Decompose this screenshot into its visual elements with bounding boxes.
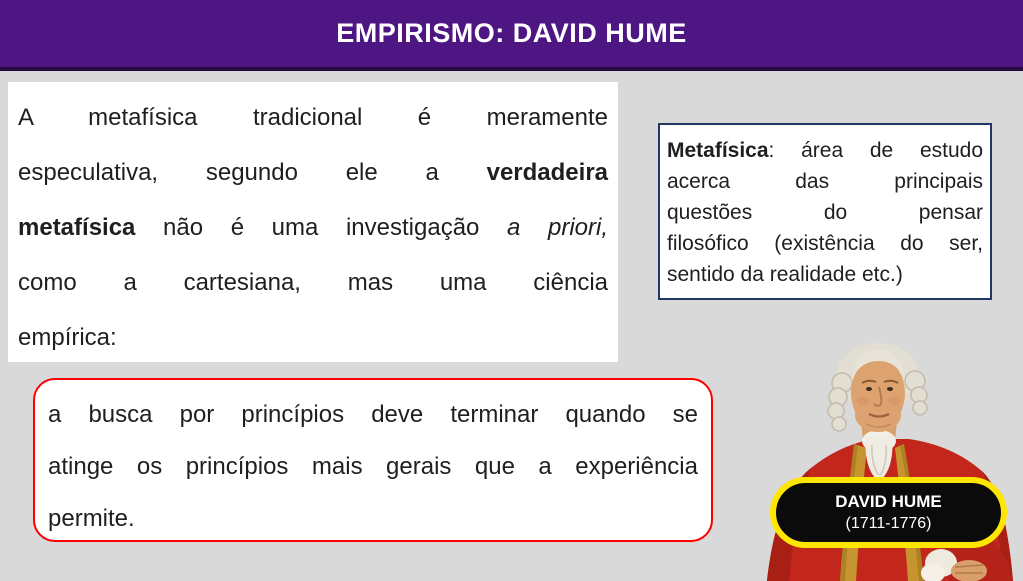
metafisica-definition-box [658,123,992,300]
text-line [667,166,983,197]
text-segment: como a cartesiana, mas uma ciência [18,269,608,296]
text-segment: não é uma investigação [135,214,508,241]
text-segment: sentido da realidade etc.) [667,263,903,286]
text-line [18,200,608,255]
page-title: EMPIRISMO: DAVID HUME [336,18,687,48]
text-segment: : área de estudo [768,139,983,162]
pill-name-label: DAVID HUME [835,492,942,511]
text-segment: especulativa, segundo ele a [18,159,487,186]
bold-text: verdadeira [486,159,608,186]
main-paragraph-block [8,82,618,362]
text-line [667,197,983,228]
name-pill [770,477,1007,548]
text-segment: filosófico (existência do ser, [667,232,983,255]
header-bar [0,0,1023,71]
text-line [48,389,698,441]
bold-text: metafísica [18,214,136,241]
text-segment: permite. [48,505,135,532]
text-segment: atinge os princípios mais gerais que a experiência [48,453,698,480]
pill-years-label: (1711-1776) [845,515,932,532]
text-line [667,228,983,259]
quote-box [33,378,713,542]
text-segment: A metafísica tradicional é meramente [18,104,608,131]
text-segment: acerca das principais [667,170,983,193]
text-line [18,310,608,362]
bold-text: Metafísica [667,139,769,162]
text-line [48,493,698,542]
text-segment: a busca por princípios deve terminar quando se [48,401,698,428]
text-line [667,259,983,290]
text-line [667,135,983,166]
text-line [18,255,608,310]
text-segment: questões do pensar [667,201,983,224]
text-line [18,90,608,145]
text-line [18,145,608,200]
text-line [48,441,698,493]
text-segment: empírica: [18,324,117,351]
italic-text: a priori, [507,214,608,241]
